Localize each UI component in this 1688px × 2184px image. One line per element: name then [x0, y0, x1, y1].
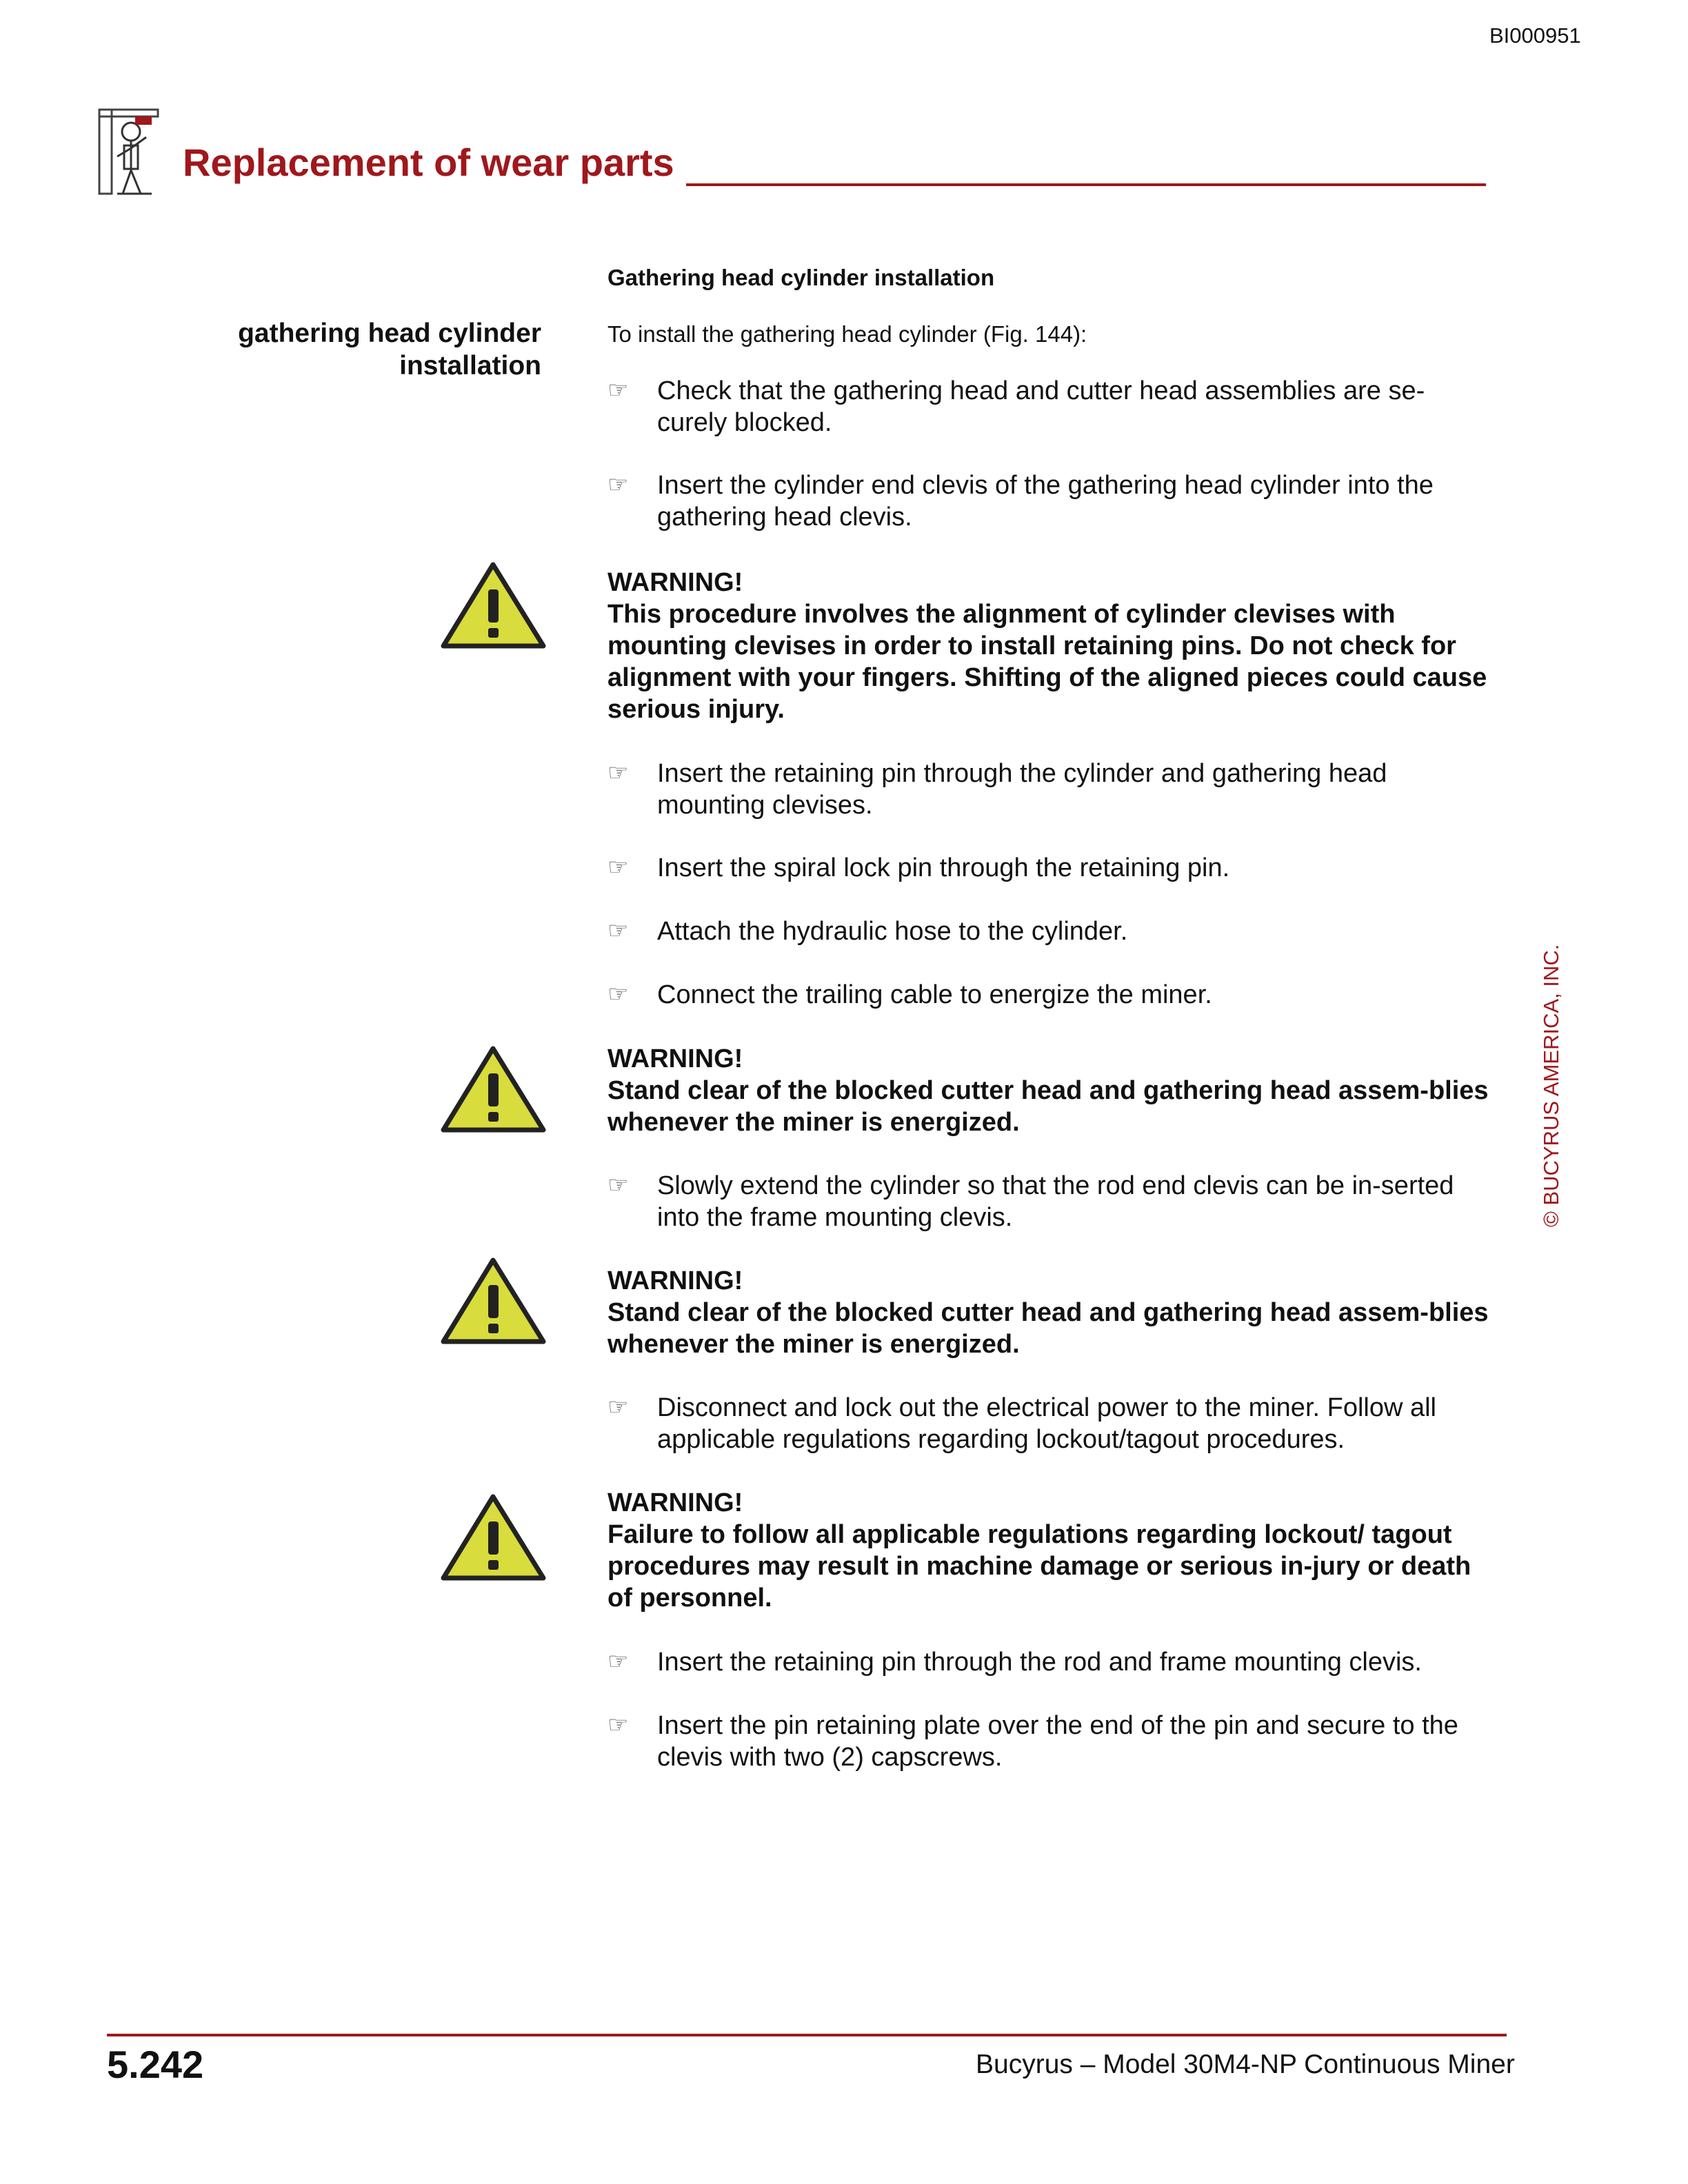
- footer-rule: [107, 2034, 1507, 2036]
- pointing-hand-icon: ☞: [607, 854, 629, 880]
- warning-block: [607, 567, 1497, 725]
- title-rule: [686, 183, 1486, 186]
- pointing-hand-icon: ☞: [607, 1648, 629, 1675]
- warning-title: WARNING!: [607, 1044, 743, 1073]
- pointing-hand-icon: ☞: [607, 472, 629, 498]
- step-text: Slowly extend the cylinder so that the rod end clevis can be in-serted into the frame mounting clevis.: [657, 1171, 1454, 1232]
- side-heading-line-2: installation: [399, 351, 541, 381]
- copyright-notice: © BUCYRUS AMERICA, INC.: [1539, 944, 1563, 1227]
- pointing-hand-icon: ☞: [607, 1394, 629, 1420]
- warning-text: Stand clear of the blocked cutter head and gathering head assem-blies whenever the miner is energized.: [607, 1298, 1489, 1359]
- step-item: [607, 852, 1490, 884]
- step-text: Insert the cylinder end clevis of the gathering head cylinder into the gathering head clevis.: [657, 471, 1434, 532]
- step-item: [607, 1170, 1490, 1233]
- step-text: Connect the trailing cable to energize the miner.: [657, 980, 1212, 1009]
- step-item: [607, 469, 1490, 533]
- page-number: 5.242: [107, 2043, 204, 2086]
- step-text: Disconnect and lock out the electrical power to the miner. Follow all applicable regulations regarding lockout/tagout procedures.: [657, 1393, 1436, 1454]
- side-heading: [179, 317, 541, 382]
- step-text: Insert the pin retaining plate over the end of the pin and secure to the clevis with two (2) capscrews.: [657, 1711, 1458, 1772]
- warning-block: [607, 1043, 1497, 1138]
- warning-triangle-icon: [440, 560, 547, 650]
- mechanic-figure-icon: [97, 107, 162, 200]
- document-id: BI000951: [1489, 23, 1581, 48]
- step-text: Insert the spiral lock pin through the retaining pin.: [657, 853, 1230, 882]
- warning-title: WARNING!: [607, 1266, 743, 1295]
- step-text: Check that the gathering head and cutter head assemblies are se-curely blocked.: [657, 376, 1425, 437]
- page-title: Replacement of wear parts: [183, 141, 674, 184]
- pointing-hand-icon: ☞: [607, 981, 629, 1007]
- pointing-hand-icon: ☞: [607, 918, 629, 944]
- section-heading: Gathering head cylinder installation: [607, 265, 995, 290]
- warning-triangle-icon: [440, 1044, 547, 1134]
- warning-text: Failure to follow all applicable regulations regarding lockout/ tagout procedures may result in machine damage or serious in-jury or death of personnel.: [607, 1520, 1471, 1612]
- step-item: [607, 1710, 1490, 1773]
- footer-text: Bucyrus – Model 30M4-NP Continuous Miner: [976, 2050, 1515, 2079]
- warning-text: Stand clear of the blocked cutter head and gathering head assem-blies whenever the miner is energized.: [607, 1076, 1489, 1137]
- warning-block: [607, 1487, 1497, 1614]
- step-item: [607, 375, 1490, 438]
- pointing-hand-icon: ☞: [607, 1172, 629, 1198]
- step-text: Attach the hydraulic hose to the cylinder.: [657, 917, 1128, 946]
- step-item: [607, 916, 1490, 947]
- warning-title: WARNING!: [607, 568, 743, 597]
- step-item: [607, 758, 1490, 821]
- warning-text: This procedure involves the alignment of cylinder clevises with mounting clevises in order to install retaining pins. Do not check for alignment with your fingers. Shifting of the aligned pieces could cause serious injury.: [607, 600, 1487, 724]
- pointing-hand-icon: ☞: [607, 1712, 629, 1738]
- intro-text: To install the gathering head cylinder (Fig. 144):: [607, 321, 1087, 347]
- step-item: [607, 1646, 1490, 1678]
- warning-triangle-icon: [440, 1493, 547, 1582]
- pointing-hand-icon: ☞: [607, 377, 629, 403]
- pointing-hand-icon: ☞: [607, 760, 629, 786]
- step-text: Insert the retaining pin through the rod and frame mounting clevis.: [657, 1648, 1422, 1677]
- warning-block: [607, 1265, 1497, 1360]
- warning-triangle-icon: [440, 1256, 547, 1346]
- step-text: Insert the retaining pin through the cylinder and gathering head mounting clevises.: [657, 759, 1387, 820]
- step-item: [607, 979, 1490, 1011]
- warning-title: WARNING!: [607, 1488, 743, 1517]
- step-item: [607, 1392, 1490, 1455]
- side-heading-line-1: gathering head cylinder: [238, 318, 541, 348]
